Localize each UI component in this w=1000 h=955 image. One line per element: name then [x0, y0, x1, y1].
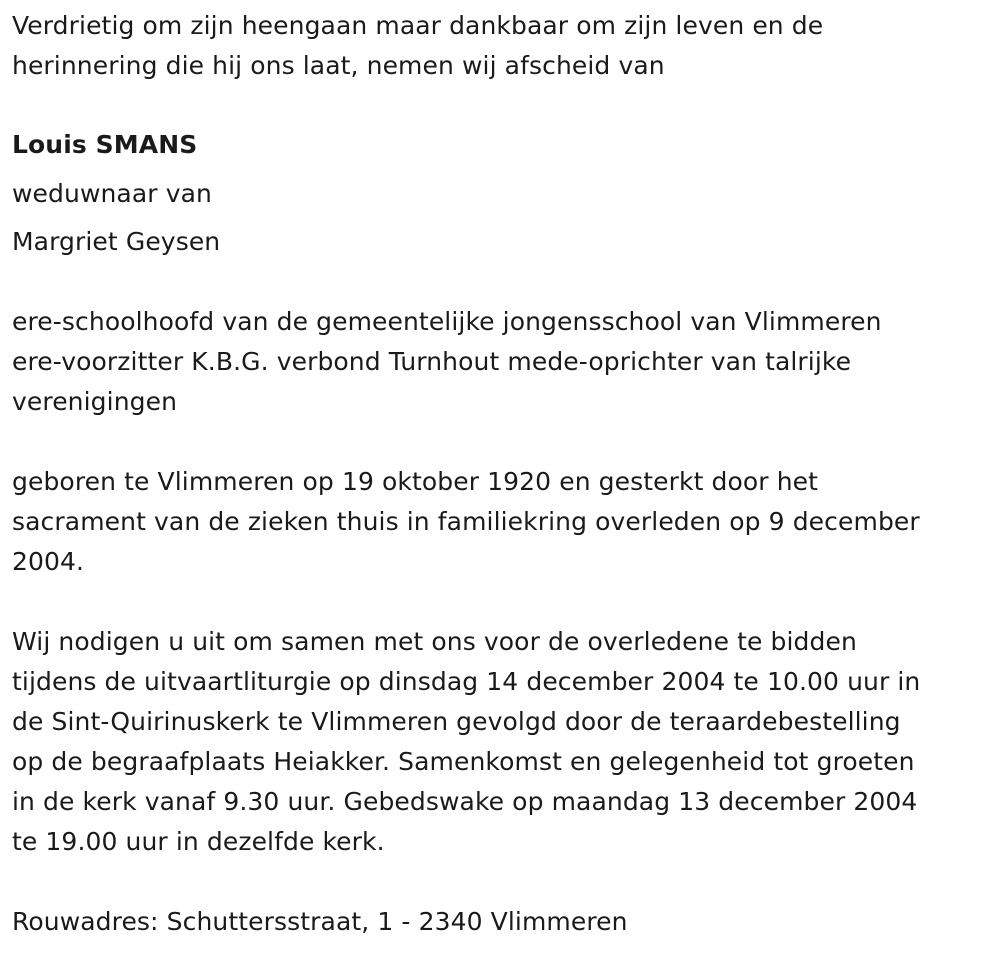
relation-text: weduwnaar van: [12, 179, 212, 208]
invitation-paragraph: Wij nodigen u uit om samen met ons voor de overledene te bidden tijdens de uitvaartliturgie op dinsdag 14 december 2004 te 10.00 uur in de Sint-Quirinuskerk te Vlimmeren gevolgd door de teraardebestelling op de begraafplaats Heiakker. Samenkomst en gelegenheid tot groeten in de kerk vanaf 9.30 uur. Gebedswake op maandag 13 december 2004 te 19.00 uur in dezelfde kerk.: [12, 627, 921, 856]
birth-death-paragraph: geboren te Vlimmeren op 19 oktober 1920 en gesterkt door het sacrament van de zieken thuis in familiekring overleden op 9 december 2004.: [12, 467, 920, 576]
intro-paragraph: Verdrietig om zijn heengaan maar dankbaar om zijn leven en de herinnering die hij ons laat, nemen wij afscheid van: [12, 11, 824, 80]
mourning-address: Rouwadres: Schuttersstraat, 1 - 2340 Vlimmeren: [12, 907, 628, 936]
spouse-name: Margriet Geysen: [12, 227, 221, 256]
deceased-name: Louis SMANS: [12, 130, 198, 159]
titles-paragraph: ere-schoolhoofd van de gemeentelijke jongensschool van Vlimmeren ere-voorzitter K.B.G. verbond Turnhout mede-oprichter van talrijke verenigingen: [12, 307, 882, 416]
